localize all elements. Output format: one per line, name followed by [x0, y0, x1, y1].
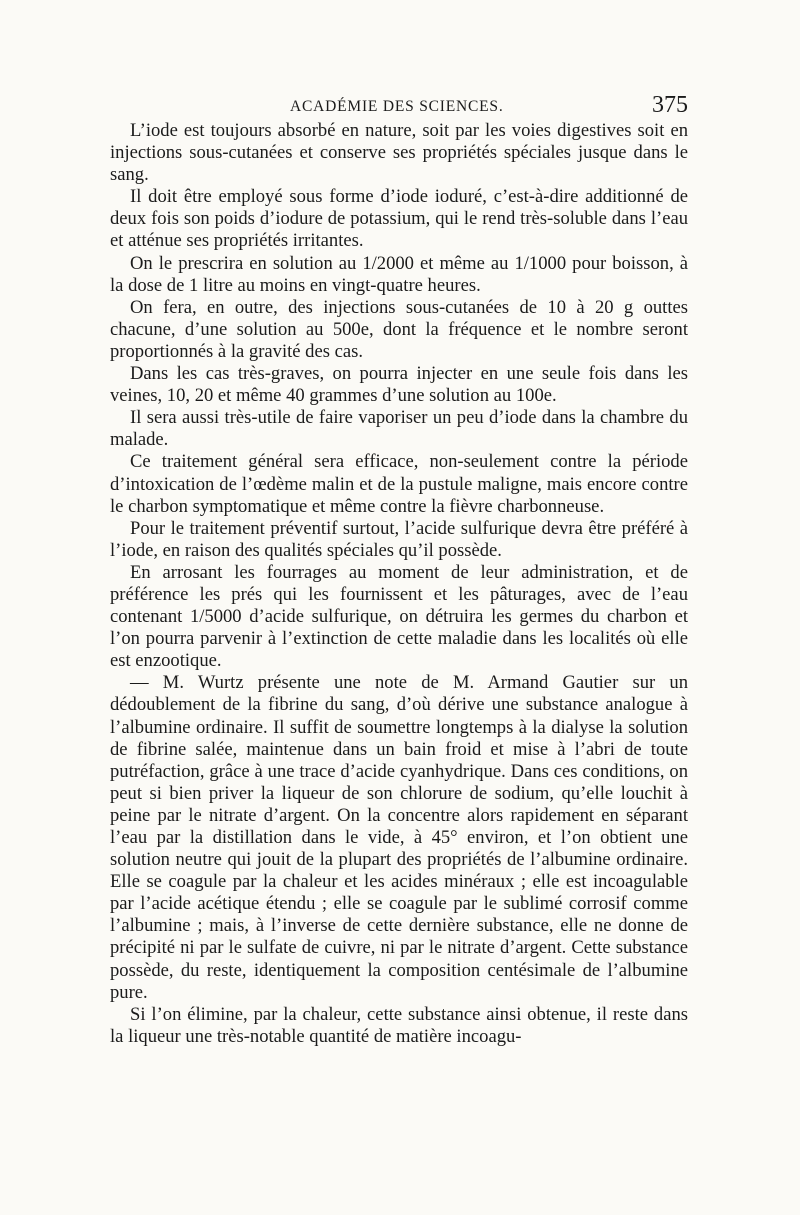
running-head — [110, 86, 688, 120]
body-text — [110, 120, 688, 1048]
book-page — [110, 86, 688, 1048]
paragraph: En arrosant les fourrages au moment de leur administration, et de préférence les prés qui les fournissent et les pâturages, avec de l’eau contenant 1/5000 d’acide sulfurique, on détruira les germes du charbon et l’on pourra parvenir à l’extinction de cette maladie dans les localités où elle est enzootique. — [110, 561, 688, 672]
running-head-title: ACADÉMIE DES SCIENCES. — [290, 98, 504, 115]
paragraph: Il sera aussi très-utile de faire vaporiser un peu d’iode dans la chambre du malade. — [110, 407, 688, 451]
paragraph: Il doit être employé sous forme d’iode ioduré, c’est-à-dire additionné de deux fois son poids d’iodure de potassium, qui le rend très-soluble dans l’eau et atténue ses propriétés irritantes. — [110, 186, 688, 252]
paragraph: L’iode est toujours absorbé en nature, soit par les voies digestives soit en injections sous-cutanées et conserve ses propriétés spéciales jusque dans le sang. — [110, 120, 688, 186]
paragraph: Ce traitement général sera efficace, non-seulement contre la période d’intoxication de l’œdème malin et de la pustule maligne, mais encore contre le charbon symptomatique et même contre la fièvre charbonneuse. — [110, 451, 688, 517]
paragraph: Pour le traitement préventif surtout, l’acide sulfurique devra être préféré à l’iode, en raison des qualités spéciales qu’il possède. — [110, 517, 688, 561]
page-number: 375 — [652, 92, 688, 118]
paragraph: On le prescrira en solution au 1/2000 et même au 1/1000 pour boisson, à la dose de 1 litre au moins en vingt-quatre heures. — [110, 252, 688, 296]
paragraph: Dans les cas très-graves, on pourra injecter en une seule fois dans les veines, 10, 20 et même 40 grammes d’une solution au 100e. — [110, 363, 688, 407]
paragraph: Si l’on élimine, par la chaleur, cette substance ainsi obtenue, il reste dans la liqueur une très-notable quantité de matière incoagu- — [110, 1003, 688, 1047]
paragraph: On fera, en outre, des injections sous-cutanées de 10 à 20 g outtes chacune, d’une solution au 500e, dont la fréquence et le nombre seront proportionnés à la gravité des cas. — [110, 296, 688, 362]
paragraph: — M. Wurtz présente une note de M. Armand Gautier sur un dédoublement de la fibrine du sang, d’où dérive une substance analogue à l’albumine ordinaire. Il suffit de soumettre longtemps à la dialyse la solution de fibrine salée, maintenue dans un bain froid et mise à l’abri de toute putréfaction, grâce à une trace d’acide cyanhydrique. Dans ces conditions, on peut si bien priver la liqueur de son chlorure de sodium, qu’elle louchit à peine par le nitrate d’argent. On la concentre alors rapidement en séparant l’eau par la distillation dans le vide, à 45° environ, et l’on obtient une solution neutre qui jouit de la plupart des propriétés de l’albumine ordinaire. Elle se coagule par la chaleur et les acides minéraux ; elle est incoagulable par l’acide acétique étendu ; elle se coagule par le sublimé corrosif comme l’albumine ; mais, à l’inverse de cette dernière substance, elle ne donne de précipité ni par le sulfate de cuivre, ni par le nitrate d’argent. Cette substance possède, du reste, identiquement la composition centésimale de l’albumine pure. — [110, 672, 688, 1003]
